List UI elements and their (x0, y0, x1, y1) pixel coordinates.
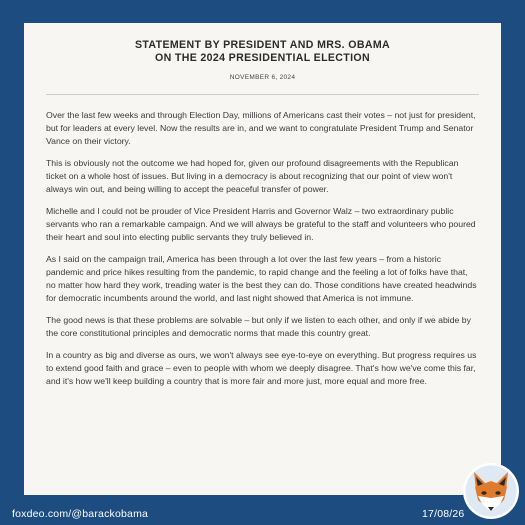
fox-icon (462, 462, 520, 520)
paragraph-1: Over the last few weeks and through Election Day, millions of Americans cast their votes – not just for president, but for leaders at every level. Now the results are in, and we want to congratulate President Trump and Senator Vance on their victory. (46, 110, 476, 146)
paragraph-3: Michelle and I could not be prouder of Vice President Harris and Governor Walz – two extraordinary public servants who ran a remarkable campaign. And we will always be grateful to the staff and volunteers who poured their heart and soul into electing public servants they truly believed in. (46, 206, 476, 242)
statement-date: NOVEMBER 6, 2024 (229, 74, 296, 81)
statement-card (24, 23, 501, 495)
paragraph-6: In a country as big and diverse as ours, we won't always see eye-to-eye on everything. But progress requires us to extend good faith and grace – even to people with whom we deeply disagree. That's how we've come this far, and it's how we'll keep building a country that is more fair and more just, more equal and more free. (46, 350, 477, 386)
statement-title (46, 39, 479, 65)
paragraph-5: The good news is that these problems are solvable – but only if we listen to each other, and only if we abide by the core constitutional principles and democratic norms that made this country great. (46, 315, 471, 338)
paragraph-4: As I said on the campaign trail, America has been through a lot over the last few years – from a historic pandemic and price hikes resulting from the pandemic, to rapid change and the feeling a lot of folks have that, no matter how hard they work, treading water is the best they can do. Those conditions have created headwinds for democratic incumbents around the world, and last night showed that America is not immune. (46, 254, 477, 303)
title-line-2: ON THE 2024 PRESIDENTIAL ELECTION (154, 52, 371, 64)
source-link[interactable]: foxdeo.com/@barackobama (12, 508, 149, 520)
divider (46, 94, 479, 95)
paragraph-2: This is obviously not the outcome we had hoped for, given our profound disagreements with the Republican ticket on a whole host of issues. But living in a democracy is about recognizing that our point of view won't always win out, and being willing to accept the peaceful transfer of power. (46, 158, 459, 194)
footer-date: 17/08/26 (422, 508, 465, 520)
title-line-1: STATEMENT BY PRESIDENT AND MRS. OBAMA (134, 39, 391, 51)
